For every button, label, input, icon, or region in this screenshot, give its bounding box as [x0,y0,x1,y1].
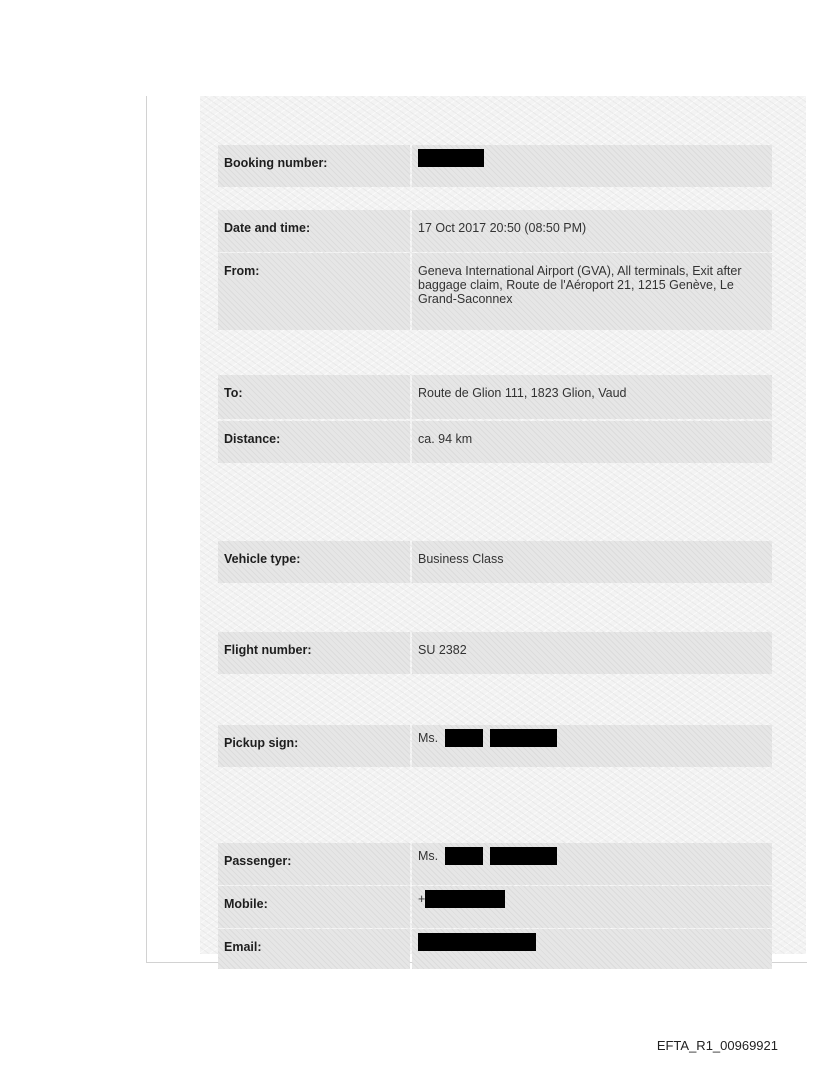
redaction-block [445,847,483,865]
vehicle-type-label: Vehicle type: [218,541,410,583]
email-row [218,929,772,969]
email-label: Email: [218,929,410,969]
email-value [412,929,772,969]
from-value: Geneva International Airport (GVA), All terminals, Exit after baggage claim, Route de l'Aéroport 21, 1215 Genève, Le Grand-Saconnex [412,253,772,330]
date-time-value: 17 Oct 2017 20:50 (08:50 PM) [412,210,772,252]
redaction-block [490,847,557,865]
date-time-row [218,210,772,252]
mobile-label: Mobile: [218,886,410,928]
date-time-label: Date and time: [218,210,410,252]
mobile-value [412,886,772,928]
distance-value: ca. 94 km [412,421,772,463]
passenger-value [412,843,772,885]
vehicle-type-value: Business Class [412,541,772,583]
pickup-sign-label: Pickup sign: [218,725,410,767]
flight-number-row [218,632,772,674]
mobile-row [218,886,772,928]
booking-number-label: Booking number: [218,145,410,187]
to-value: Route de Glion 111, 1823 Glion, Vaud [412,375,772,419]
to-label: To: [218,375,410,419]
passenger-prefix: Ms. [418,849,439,863]
pickup-sign-prefix: Ms. [418,731,439,745]
vehicle-type-row [218,541,772,583]
pickup-sign-value [412,725,772,767]
distance-label: Distance: [218,421,410,463]
distance-row [218,421,772,463]
redaction-block [418,149,484,167]
pickup-sign-row [218,725,772,767]
mobile-prefix: + [418,892,426,906]
passenger-row [218,843,772,885]
from-label: From: [218,253,410,330]
from-row [218,253,772,330]
redaction-block [490,729,557,747]
flight-number-value: SU 2382 [412,632,772,674]
passenger-label: Passenger: [218,843,410,885]
booking-number-value [412,145,772,187]
redaction-block [418,933,536,951]
to-row [218,375,772,419]
redaction-block [425,890,505,908]
document-id: EFTA_R1_00969921 [656,1038,778,1053]
flight-number-label: Flight number: [218,632,410,674]
booking-number-row [218,145,772,187]
redaction-block [445,729,483,747]
